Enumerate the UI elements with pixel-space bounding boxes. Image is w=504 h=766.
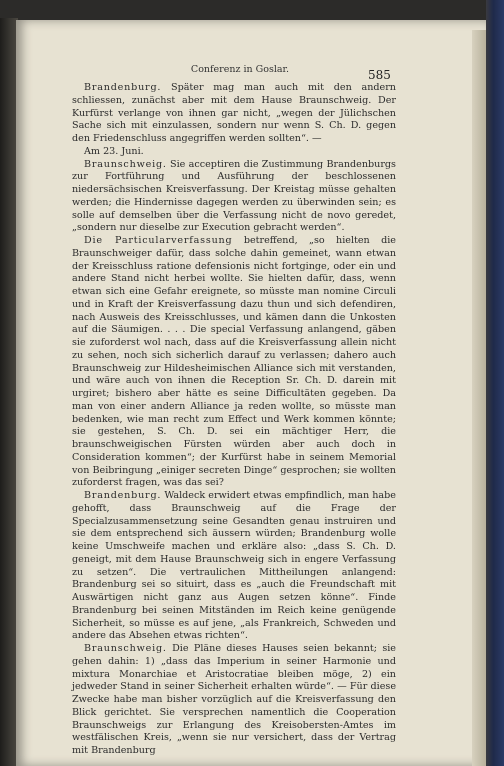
paragraph-text: betreffend, „so hielten die Braunschweiger dafür, dass solche dahin gemeinet, wann etwan der Kreisschluss ratione defensionis nicht fortginge, oder ein und andere Stand nicht herbei wollte. Sie hielten dafür, dass, wenn etwan sich eine Gefahr ereignete, so müsste man nomine Circuli und in Kraft der Kreisverfassung dazu thun und sich defendiren, nach Ausweis des Kreisschlusses, und kämen dann die Unkosten auf die Säumigen. . . . Die special Verfassung anlangend, gäben sie zuforderst wol nach, dass auf die Kreisverfassung allein nicht zu sehen, noch sich sicherlich darauf zu verlassen; dahero auch Braunschweig zur Hildesheimischen Alliance sich mit verstanden, und wäre auch von ihnen die Reception Sr. Ch. D. darein mit urgiret; bishero aber hätte es seine Difficultäten gegeben. Da man von einer andern Alliance ja reden wollte, so müsste man bedenken, wie man recht zum Effect und Werk kommen könnte; sie gestehen, S. Ch. D. sei ein mächtiger Herr, die braunschweigischen Fürsten würden aber auch doch in Consideration kommen“; der Kurfürst habe in seinem Memorial von Beibringung „einiger secreten Dinge“ gesprochen; sie wollten zuforderst fragen, was das sei?	[72, 235, 396, 489]
paragraph-text: Später mag man auch mit den andern schliessen, zunächst aber mit dem Hause Braunschweig. Der Kurfürst verlange von ihnen gar nicht, „wegen der Jülichschen Sache sich mit einzulassen, sondern nur wenn S. Ch. D. gegen den Friedenschluss angegriffen werden sollten“. —	[72, 82, 396, 144]
speaker-label: Brandenburg.	[84, 82, 162, 93]
speaker-label: Braunschweig.	[84, 158, 167, 170]
cover-edge	[486, 0, 504, 766]
page-body	[72, 82, 396, 758]
running-title: Conferenz in Goslar.	[190, 64, 290, 75]
speaker-label: Brandenburg.	[84, 490, 162, 501]
speaker-label: Braunschweig.	[84, 643, 167, 654]
page-stack-edge	[472, 30, 486, 766]
paragraph-4	[72, 490, 396, 643]
paragraph-text: Die Pläne dieses Hauses seien bekannt; sie gehen dahin: 1) „dass das Imperium in seiner Harmonie und mixtura Monarchiae et Aristocratiae bleiben möge, 2) ein jedweder Stand in seiner Sicherheit erhalten würde“. — Für diese Zwecke habe man bisher vorzüglich auf die Kreisverfassung den Blick gerichtet. Sie versprechen namentlich die Cooperation Braunschweigs zur Erlangung des Kreisobersten-Amtes im westfälischen Kreis, „wenn sie nur versichert, dass der Vertrag mit Brandenburg	[72, 643, 396, 756]
paragraph-2	[72, 159, 396, 236]
paragraph-1	[72, 82, 396, 146]
paragraph-3	[72, 235, 396, 490]
page-number: 585	[368, 68, 391, 82]
section-lead: Die Particularverfassung	[84, 235, 233, 246]
paragraph-text: Waldeck erwidert etwas empfindlich, man habe gehofft, dass Braunschweig auf die Frage der Specialzusammensetzung seine Gesandten genau instruiren und sie dem entsprechend sich äussern würden; Brandenburg wolle keine Umschweife machen und erkläre also: „dass S. Ch. D. geneigt, mit dem Hause Braunschweig sich in engere Verfassung zu setzen“. Die vertraulichen Mittheilungen anlangend: Brandenburg sei so situirt, dass es „auch die Freundschaft mit Auswärtigen nicht ganz aus Augen setzen könne“. Finde Brandenburg bei seinen Mitständen im Reich keine genügende Sicherheit, so müsse es auf jene, „als Frankreich, Schweden und andere das Absehen etwas richten“.	[72, 490, 396, 642]
date-heading: Am 23. Juni.	[84, 145, 144, 157]
paragraph-text: Sie acceptiren die Zustimmung Brandenburgs zur Fortführung und Ausführung der beschlossenen niedersächsischen Kreisverfassung. Der Kreistag müsse gehalten werden; die Hindernisse dagegen werden zu überwinden sein; es solle auf demselben über die Verfassung nicht de novo geredet, „sondern nur dieselbe zur Execution gebracht werden“.	[72, 158, 396, 234]
paragraph-5	[72, 643, 396, 758]
